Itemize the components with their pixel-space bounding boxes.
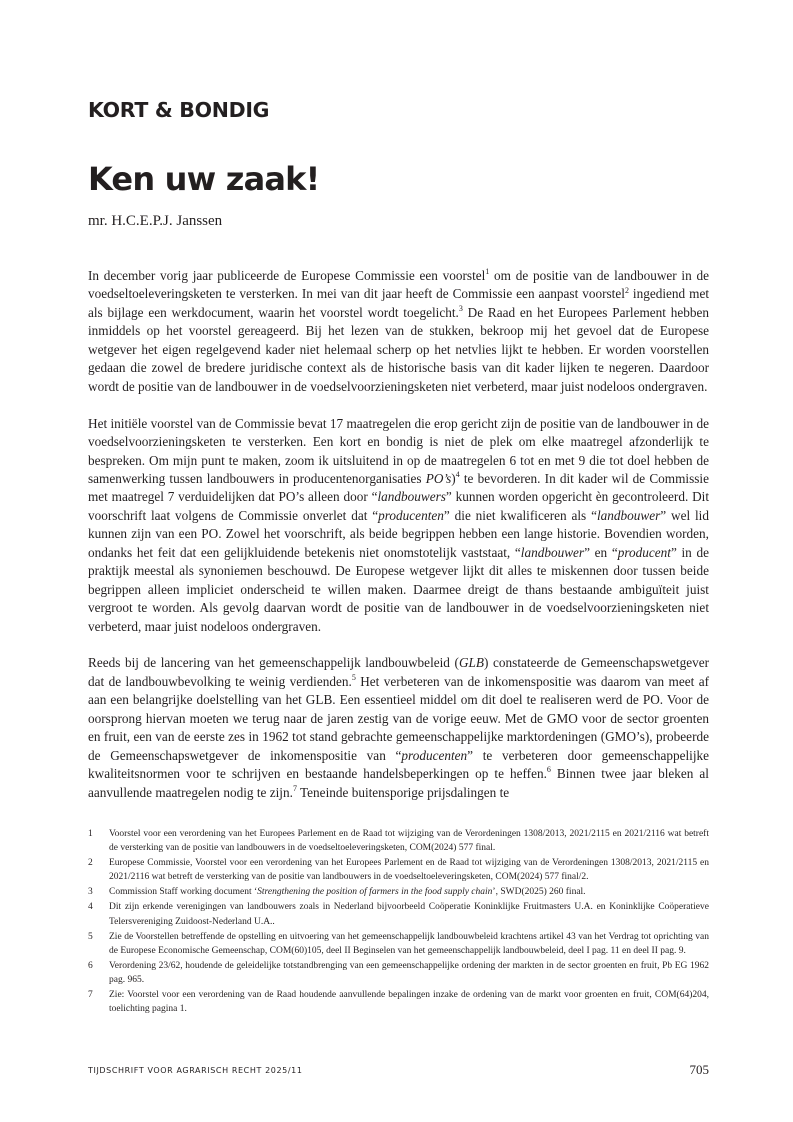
text-run: Verordening 23/62, houdende de geleidelijke totstandbrenging van een gemeenschappelijke ordening der markten in de sector groenten en fruit, Pb EG 1962 pag. 965. [109, 960, 709, 985]
footnote-text [109, 961, 709, 985]
text-run: Dit zijn erkende verenigingen van landbouwers zoals in Nederland bijvoorbeeld Coöperatie Koninklijke Fruitmasters U.A. en Koninklijke Coöperatieve Telersvereniging Zuidoost-Nederland U.A.. [109, 902, 709, 927]
footnote-item [88, 900, 709, 928]
text-run: In december vorig jaar publiceerde de Europese Commissie een voorstel [88, 268, 486, 283]
text-run: om de positie van de landbouwer in de voedseltoeleveringsketen te versterken. In mei van dit jaar heeft de Commissie een aanpast voorstel [88, 268, 709, 302]
text-run: De Raad en het Europees Parlement hebben inmiddels op het voorstel gereageerd. Bij het lezen van de stukken, bekroop mij het gevoel dat de Europese wetgever het eigen regelgevend kader niet helemaal scherp op het netvlies lijkt te hebben. Er worden voorstellen gedaan die zowel de bredere juridische context als de historische basis van dit kader lijken te negeren. Daardoor wordt de positie van de landbouwer in de voedselvoorzieningsketen niet verbeterd, maar juist nodeloos ondergraven. [88, 304, 709, 394]
footnote-reference[interactable]: 5 [351, 673, 356, 683]
footnote-text [109, 932, 709, 956]
footnote-item [88, 885, 709, 899]
footnote-text [109, 887, 586, 897]
text-run: Europese Commissie, Voorstel voor een verordening van het Europees Parlement en de Raad tot wijziging van de Verordeningen 1308/2013, 2021/2115 en 2021/2116 wat betreft de versterking van de positie van landbouwers in de voedseltoeleveringsketen, COM(2024) 577 final/2. [109, 858, 709, 883]
footnote-reference[interactable]: 3 [458, 304, 463, 313]
italic-text: landbouwer [520, 544, 585, 560]
footnote-number: 6 [88, 960, 93, 971]
footnote-item [88, 827, 709, 855]
italic-text: producent [617, 544, 671, 560]
footnote-reference[interactable]: 7 [292, 783, 297, 793]
text-run: ” die niet kwalificeren als “ [443, 507, 597, 523]
text-run: ” te verbeteren door gemeenschappelijke kwaliteitsnormen voor te schrijven en bestaande handelsbeperkingen op te heffen. [88, 747, 710, 782]
italic-text: landbouwers [377, 489, 446, 505]
footnote-text [109, 902, 709, 926]
footnote-number: 5 [88, 931, 93, 942]
text-run: Teneinde buitensporige prijsdalingen te [296, 784, 510, 800]
italic-text: GLB [458, 655, 485, 671]
text-run: ” en “ [584, 544, 618, 560]
footnote-reference[interactable]: 1 [485, 267, 490, 277]
italic-text: producenten [401, 747, 468, 763]
article-page [88, 0, 709, 1122]
footnote-item [88, 856, 709, 884]
journal-footer: TIJDSCHRIFT VOOR AGRARISCH RECHT 2025/11 [88, 1066, 303, 1075]
section-rubric: KORT & BONDIG [88, 98, 270, 122]
text-run: Binnen twee jaar bleken al aanvullende maatregelen nodig te zijn. [88, 766, 709, 800]
text-run: ) constateerde de Gemeenschapswetgever dat de landbouwbevolking te weinig verdienden. [88, 655, 710, 689]
text-run: Zie: Voorstel voor een verordening van de Raad houdende aanvullende bepalingen inzake de ordening van de markt voor groenten en fruit, COM(64)204, toelichting pagina 1. [109, 990, 709, 1015]
page-number: 705 [689, 1062, 709, 1077]
footnote-number: 7 [88, 990, 93, 1001]
footnote-reference[interactable]: 4 [455, 470, 460, 480]
italic-text: landbouwer [596, 507, 661, 523]
text-run: Voorstel voor een verordening van het Europees Parlement en de Raad tot wijziging van de Verordeningen 1308/2013, 2021/2115 en 2021/2116 wat betreft de versterking van de positie van landbouwers in de voedseltoeleveringsketen, COM(2024) 577 final. [109, 829, 709, 854]
body-paragraph [88, 654, 709, 802]
footnote-text [109, 858, 709, 882]
text-run: te bevorderen. In dit kader wil de Commissie met maatregel 7 verduidelijken dat PO’s alleen door “ [88, 470, 709, 505]
italic-text: producenten [378, 507, 444, 523]
footnote-text [109, 829, 709, 853]
footnote-number: 2 [88, 858, 93, 869]
footnote-item [88, 988, 709, 1016]
text-run: Zie de Voorstellen betreffende de opstelling en uitvoering van het gemeenschappelijk landbouwbeleid krachtens artikel 43 van het Verdrag tot oprichting van de Europese Economische Gemeenschap, COM(60)105, deel II Beginselen van het gemeenschappelijk landbouwbeleid, deel I pag. 11 en deel II pag. 9. [109, 931, 709, 956]
text-run: Het verbeteren van de inkomenspositie was daarom van meet af aan een belangrijke doelstelling van het GLB. Een essentieel middel om dit doel te realiseren werd de PO. Voor de oorsprong hiervan moeten we terug naar de jaren zestig van de vorige eeuw. Met de GMO voor de sector groenten en fruit, een van de eerste zes in 1962 tot stand gebrachte gemeenschappelijke marktordeningen (GMO’s), probeerde de Gemeenschapswetgever de inkomenspositie van “ [88, 673, 709, 763]
text-run: ingediend met als bijlage een werkdocument, waarin het voorstel wordt toegelicht. [88, 286, 710, 320]
body-paragraph [88, 415, 709, 636]
footnote-text [109, 990, 709, 1014]
body-paragraph [88, 267, 709, 396]
footnotes-list [88, 827, 709, 1017]
text-run: ” wel lid kunnen zijn van een PO. Zowel het voorschrift, als beide begrippen hebben een lange historie. Bovendien worden, ondanks het feit dat een gelijkluidende betekenis niet onomstotelijk vaststaat, “ [88, 507, 709, 560]
text-run: ” in de praktijk meestal als synoniemen beschouwd. De Europese wetgever lijkt dit alles te miskennen door tussen beide begrippen alleen impliciet onderscheid te willen maken. Daarmee dreigt de thans bestaande ambiguïteit juist vergroot te worden. Als gevolg daarvan wordt de positie van de landbouwer in de voedselvoorzieningsketen niet verbeterd, maar juist nodeloos ondergraven. [88, 544, 709, 634]
text-run: ” kunnen worden opgericht èn gecontroleerd. Dit voorschrift laat volgens de Commissie onverlet dat “ [88, 489, 709, 523]
footnote-item [88, 959, 709, 987]
footnote-number: 1 [88, 829, 93, 839]
article-body [88, 267, 709, 802]
text-run: Reeds bij de lancering van het gemeenschappelijk landbouwbeleid ( [88, 655, 459, 671]
footnote-reference[interactable]: 6 [546, 765, 551, 775]
footnote-number: 3 [88, 887, 93, 898]
italic-text: PO’s [425, 470, 452, 486]
italic-text: Strengthening the position of farmers in the food supply chain [257, 887, 493, 898]
footnote-reference[interactable]: 2 [624, 285, 629, 295]
text-run: ) [451, 470, 456, 486]
text-run: Het initiële voorstel van de Commissie bevat 17 maatregelen die erop gericht zijn de positie van de landbouwer in de voedselvoorzieningsketen te versterken. Een kort en bondig is niet de plek om elke maatregel afzonderlijk te bespreken. Om mijn punt te maken, zoom ik uitsluitend in op de maatregelen 6 tot en met 9 die tot doel hebben de samenwerking tussen landbouwers in producentenorganisaties [88, 415, 709, 486]
footnote-number: 4 [88, 902, 93, 913]
article-title: Ken uw zaak! [88, 160, 320, 198]
article-author: mr. H.C.E.P.J. Janssen [88, 213, 223, 229]
text-run: ’, SWD(2025) 260 final. [492, 887, 586, 898]
footnote-item [88, 930, 709, 958]
text-run: Commission Staff working document ‘ [109, 887, 258, 898]
